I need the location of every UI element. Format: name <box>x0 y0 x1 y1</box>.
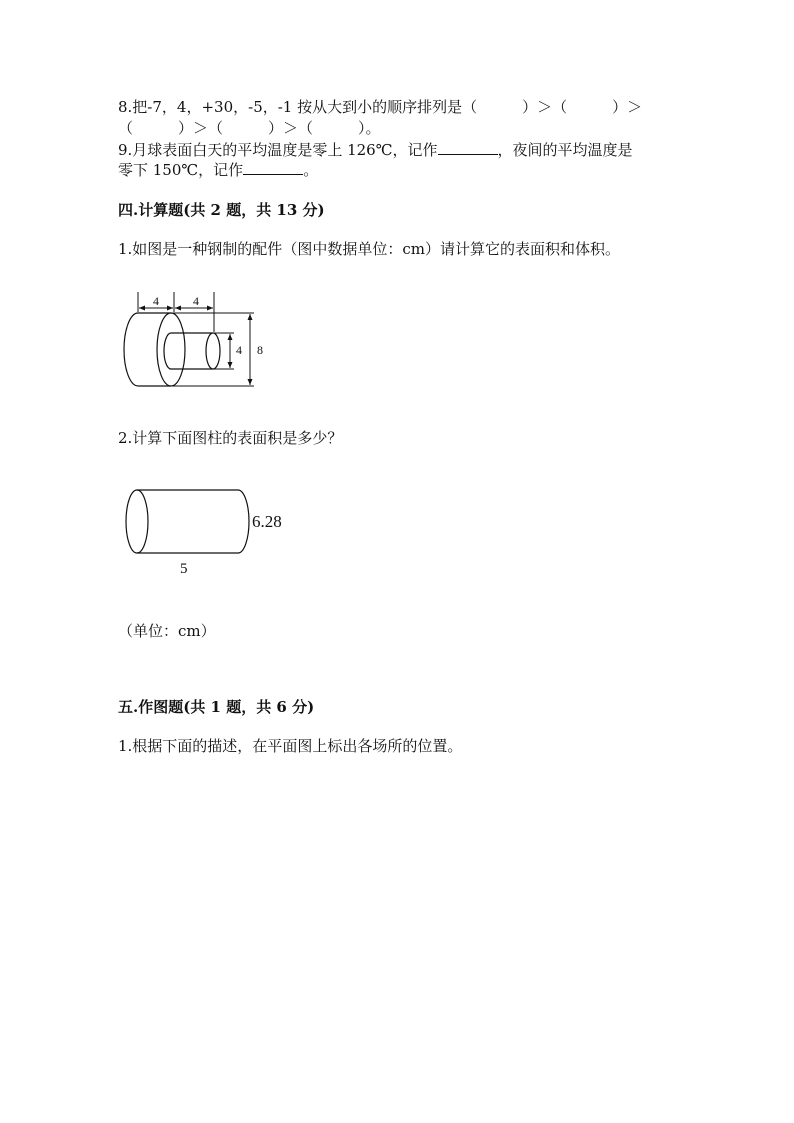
arrow-up-inner <box>228 334 233 340</box>
section4-q2: 2.计算下面图柱的表面积是多少？ <box>118 429 343 447</box>
arrow-down-inner <box>228 362 233 368</box>
cylinder-right-face <box>238 490 249 553</box>
section4-unit: （单位：cm） <box>118 622 216 640</box>
q9-blank-1[interactable] <box>438 140 498 155</box>
q9-line1 <box>118 140 633 160</box>
arrow-down-outer <box>248 379 253 385</box>
section5-q1: 1.根据下面的描述，在平面图上标出各场所的位置。 <box>118 737 463 755</box>
dim-label-top-left: 4 <box>153 294 159 308</box>
q9-text-d: 。 <box>303 161 319 179</box>
section4-q1: 1.如图是一种钢制的配件（图中数据单位：cm）请计算它的表面积和体积。 <box>118 240 620 258</box>
dim-label-inner: 4 <box>236 343 242 357</box>
dim-label-side: 6.28 <box>252 512 282 531</box>
section4-heading: 四.计算题(共 2 题，共 13 分) <box>118 201 325 219</box>
cylinder-left-face <box>126 490 148 553</box>
steel-part-figure <box>118 290 288 395</box>
q8-line2: （ ）＞（ ）＞（ ）。 <box>118 119 381 137</box>
arrow-left-2 <box>175 306 181 311</box>
section5-heading: 五.作图题(共 1 题，共 6 分) <box>118 698 315 716</box>
dim-label-top-right: 4 <box>193 294 199 308</box>
inner-cylinder-face <box>206 333 220 369</box>
cylinder-figure <box>118 485 298 580</box>
arrow-left-1 <box>139 306 145 311</box>
q9-text-c: 零下 150℃，记作 <box>118 161 244 179</box>
arrow-right-2 <box>207 306 213 311</box>
arrow-up-outer <box>248 314 253 320</box>
q9-blank-2[interactable] <box>243 160 303 175</box>
outer-cylinder-back <box>124 313 138 386</box>
arrow-right-1 <box>167 306 173 311</box>
q9-line2 <box>118 160 318 180</box>
dim-label-outer: 8 <box>257 343 263 357</box>
q9-text-b: ，夜间的平均温度是 <box>497 141 633 159</box>
q9-text-a: 9.月球表面白天的平均温度是零上 126℃，记作 <box>118 141 438 159</box>
q8-line1: 8.把-7，4，+30，-5，-1 按从大到小的顺序排列是（ ）＞（ ）＞ <box>118 98 643 116</box>
dim-label-bottom: 5 <box>180 561 188 577</box>
